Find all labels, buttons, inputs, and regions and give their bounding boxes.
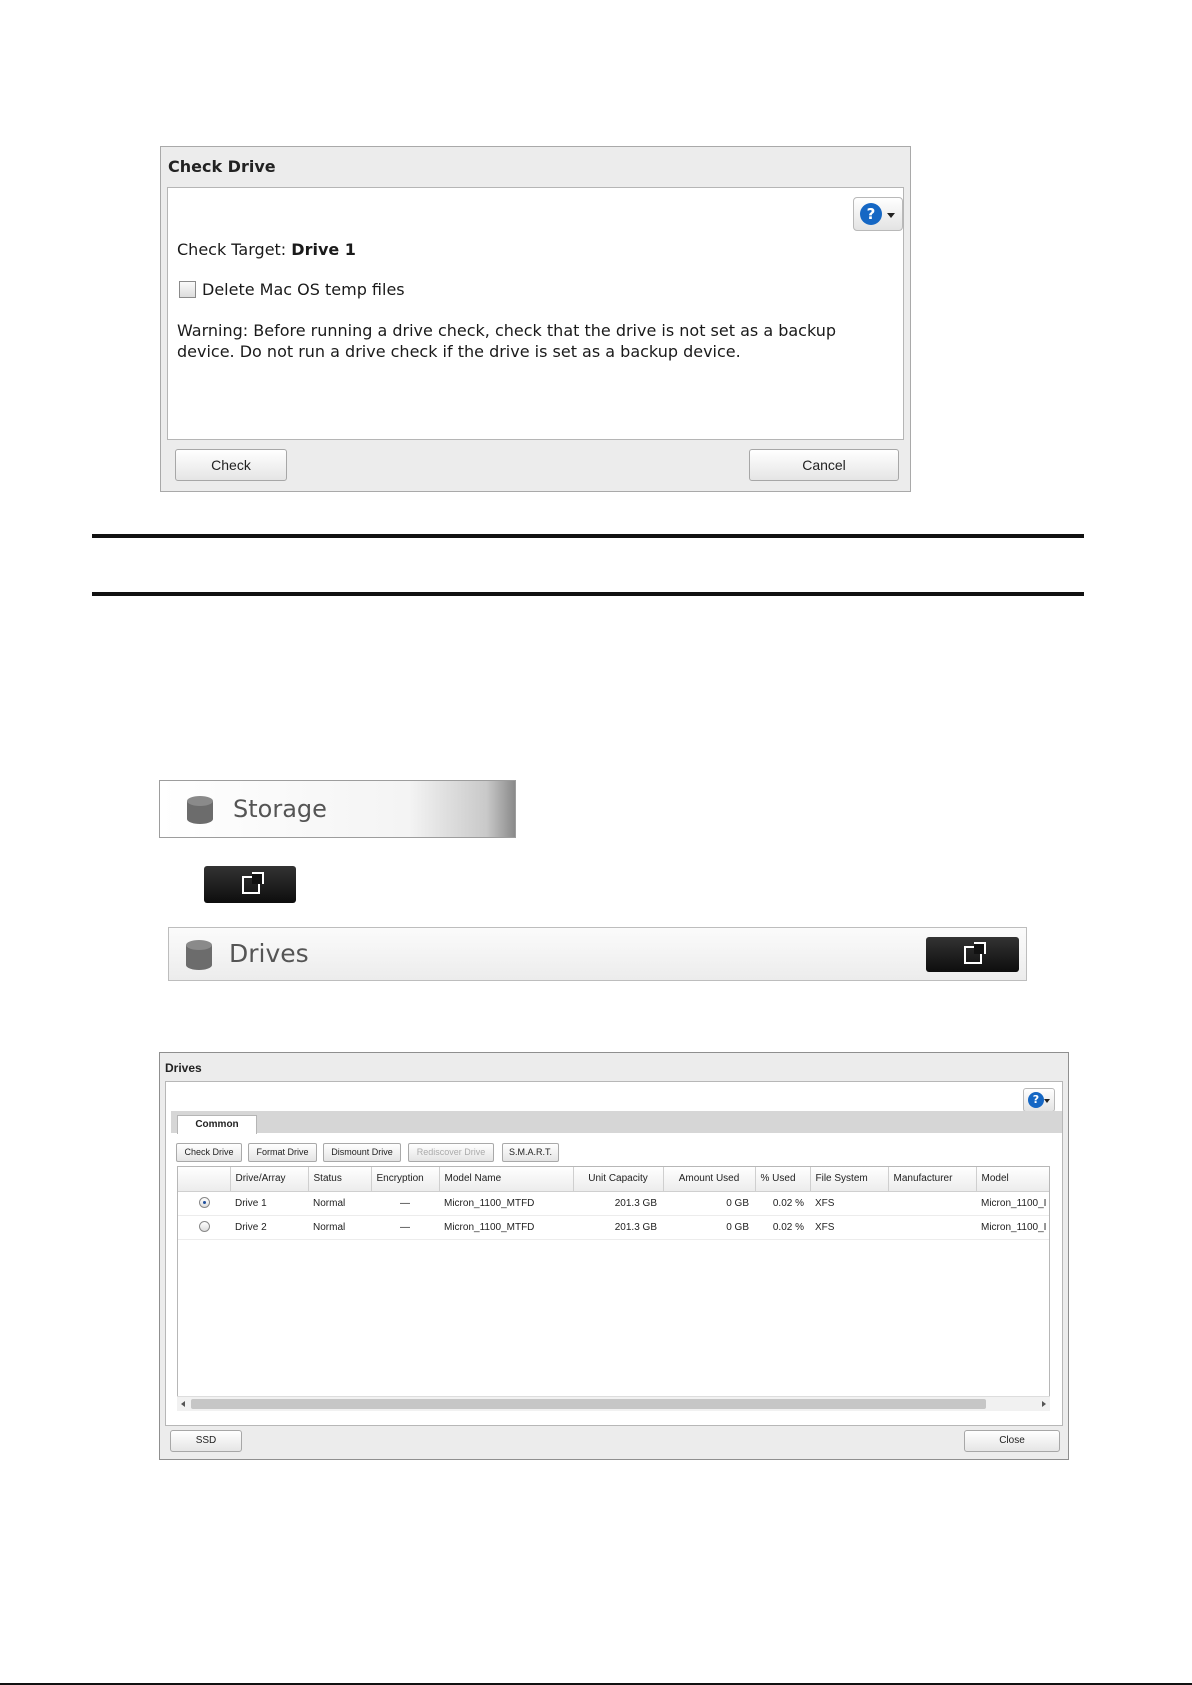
scroll-right-icon[interactable] (1042, 1401, 1046, 1407)
cancel-button[interactable]: Cancel (749, 449, 899, 481)
database-icon (187, 796, 213, 824)
dialog-body (167, 187, 904, 440)
cell-pct-used: 0.02 % (755, 1215, 810, 1239)
check-button[interactable]: Check (175, 449, 287, 481)
column-header[interactable]: Manufacturer (888, 1167, 976, 1191)
table-header-row (178, 1167, 1050, 1191)
rediscover-drive-button[interactable]: Rediscover Drive (408, 1143, 494, 1162)
table-row[interactable] (178, 1191, 1050, 1215)
column-header[interactable]: % Used (755, 1167, 810, 1191)
help-icon: ? (1028, 1092, 1044, 1108)
open-settings-button[interactable] (204, 866, 296, 903)
drives-strip (168, 927, 1027, 981)
open-external-icon (242, 876, 260, 894)
check-drive-dialog (160, 146, 911, 492)
cell-model: Micron_1100_I (976, 1191, 1050, 1215)
drives-table-container (177, 1166, 1050, 1411)
storage-label: Storage (233, 795, 327, 823)
drive-2-radio[interactable] (199, 1221, 210, 1232)
drives-label: Drives (229, 939, 309, 968)
section-rule-bottom (92, 592, 1084, 596)
column-header[interactable]: Drive/Array (230, 1167, 308, 1191)
cell-status: Normal (308, 1191, 371, 1215)
dismount-drive-button[interactable]: Dismount Drive (323, 1143, 401, 1162)
column-header[interactable]: Unit Capacity (573, 1167, 663, 1191)
horizontal-scrollbar[interactable] (177, 1396, 1050, 1411)
help-icon: ? (860, 203, 882, 225)
cell-file-system: XFS (810, 1191, 888, 1215)
help-dropdown-button[interactable] (853, 197, 903, 231)
close-button[interactable]: Close (964, 1430, 1060, 1452)
warning-line-1: Warning: Before running a drive check, check that the drive is not set as a backup (177, 321, 837, 340)
cell-model-name: Micron_1100_MTFD (439, 1191, 573, 1215)
chevron-down-icon (1044, 1099, 1050, 1103)
cell-drive: Drive 2 (230, 1215, 308, 1239)
tab-bar (171, 1111, 1062, 1133)
check-drive-button[interactable]: Check Drive (176, 1143, 242, 1162)
drives-window-title: Drives (165, 1061, 202, 1075)
warning-line-2: device. Do not run a drive check if the drive is set as a backup device. (177, 342, 741, 361)
column-header[interactable]: File System (810, 1167, 888, 1191)
cell-encryption: — (371, 1191, 439, 1215)
ssd-button[interactable]: SSD (170, 1430, 242, 1452)
tab-common[interactable]: Common (177, 1115, 257, 1134)
cell-status: Normal (308, 1215, 371, 1239)
open-drives-button[interactable] (926, 937, 1019, 972)
chevron-down-icon (887, 213, 895, 218)
check-target (177, 240, 356, 259)
scroll-left-icon[interactable] (181, 1401, 185, 1407)
cell-encryption: — (371, 1215, 439, 1239)
open-external-icon (964, 946, 982, 964)
drive-1-radio[interactable] (199, 1197, 210, 1208)
cell-model: Micron_1100_I (976, 1215, 1050, 1239)
dialog-title: Check Drive (168, 157, 276, 176)
column-header[interactable]: Amount Used (663, 1167, 755, 1191)
help-dropdown-button[interactable] (1023, 1088, 1055, 1112)
database-icon (186, 940, 212, 970)
column-header[interactable]: Status (308, 1167, 371, 1191)
cell-manufacturer (888, 1215, 976, 1239)
cell-manufacturer (888, 1191, 976, 1215)
table-row[interactable] (178, 1215, 1050, 1239)
cell-capacity: 201.3 GB (573, 1215, 663, 1239)
column-header[interactable]: Model (976, 1167, 1050, 1191)
checkbox-label: Delete Mac OS temp files (202, 280, 405, 299)
format-drive-button[interactable]: Format Drive (248, 1143, 317, 1162)
cell-pct-used: 0.02 % (755, 1191, 810, 1215)
check-target-label: Check Target: (177, 240, 292, 259)
scrollbar-thumb[interactable] (191, 1399, 986, 1409)
cell-used: 0 GB (663, 1215, 755, 1239)
cell-file-system: XFS (810, 1215, 888, 1239)
check-target-value: Drive 1 (291, 240, 356, 259)
column-header[interactable]: Model Name (439, 1167, 573, 1191)
column-header (178, 1167, 230, 1191)
cell-model-name: Micron_1100_MTFD (439, 1215, 573, 1239)
section-rule-top (92, 534, 1084, 538)
cell-used: 0 GB (663, 1191, 755, 1215)
delete-mac-temp-checkbox[interactable] (179, 281, 196, 298)
storage-tile[interactable] (159, 780, 516, 838)
cell-drive: Drive 1 (230, 1191, 308, 1215)
drives-table (178, 1167, 1050, 1240)
smart-button[interactable]: S.M.A.R.T. (502, 1143, 559, 1162)
column-header[interactable]: Encryption (371, 1167, 439, 1191)
cell-capacity: 201.3 GB (573, 1191, 663, 1215)
